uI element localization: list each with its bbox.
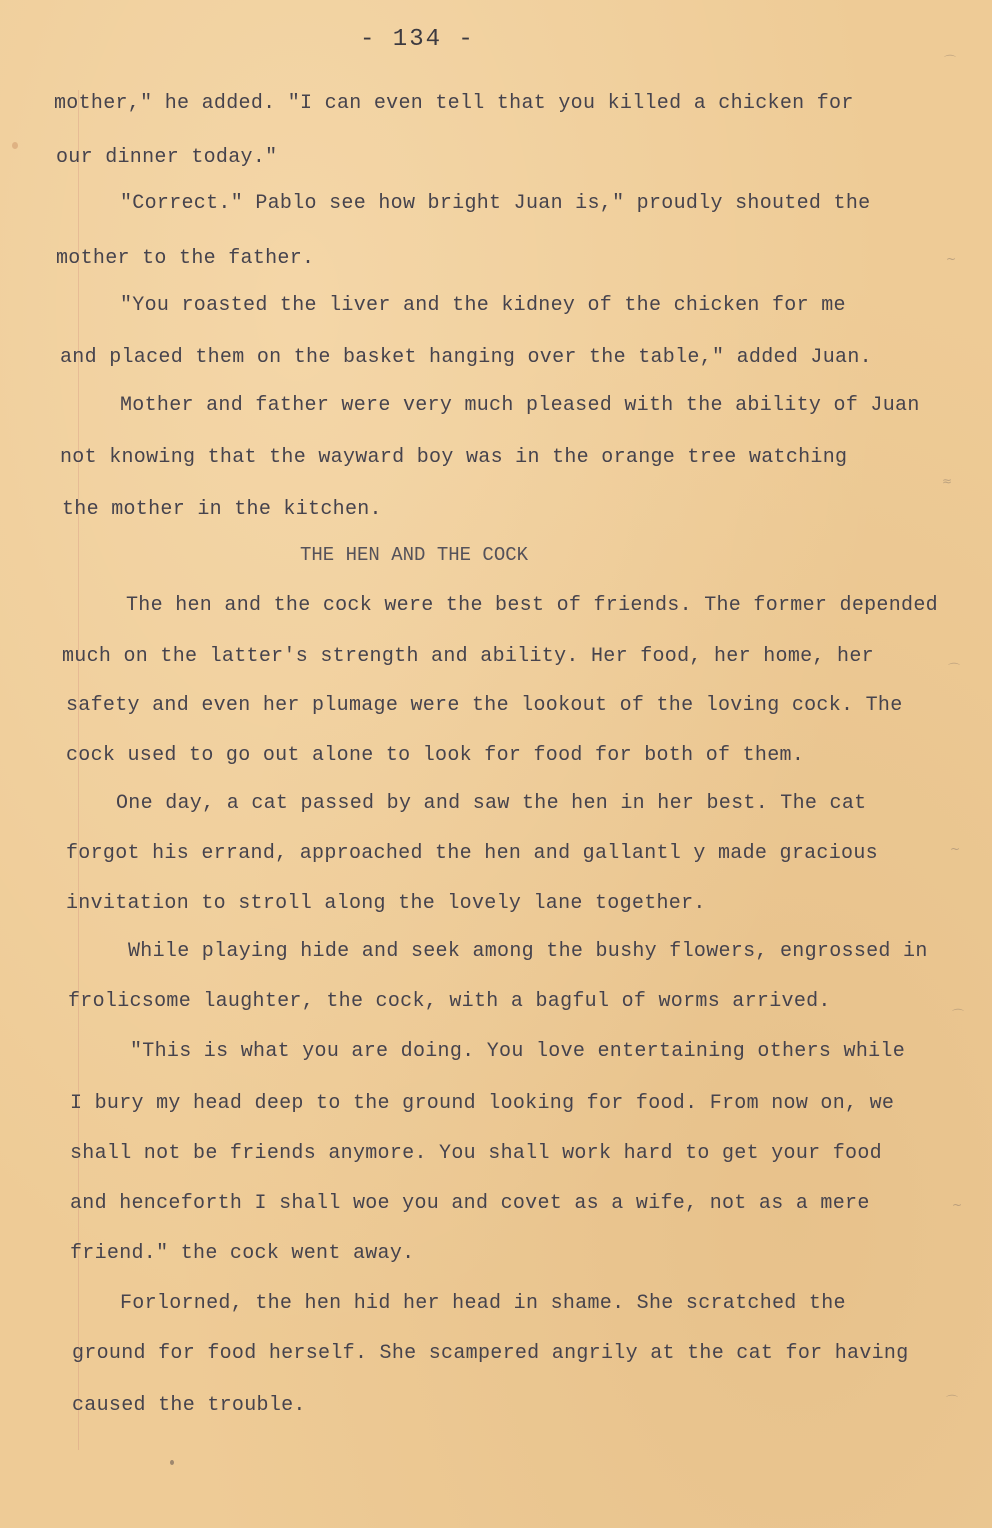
paragraph-7-line-1: While playing hide and seek among the bushy flowers, engrossed in [128,940,928,963]
page-number: - 134 - [360,26,475,53]
paragraph-1-line-1: mother," he added. "I can even tell that you killed a chicken for [54,92,854,115]
story-title: THE HEN AND THE COCK [300,544,529,566]
paragraph-8-line-5: friend." the cock went away. [70,1242,415,1265]
pencil-mark-icon: ~ [950,842,961,856]
ink-speck [170,1460,174,1465]
paragraph-4-line-1: Mother and father were very much pleased with the ability of Juan [120,394,920,417]
paragraph-3-line-2: and placed them on the basket hanging over the table," added Juan. [60,346,872,369]
paragraph-5-line-2: much on the latter's strength and ability. Her food, her home, her [62,645,874,668]
paragraph-4-line-2: not knowing that the wayward boy was in the orange tree watching [60,446,848,469]
paragraph-9-line-1: Forlorned, the hen hid her head in shame. She scratched the [120,1292,846,1315]
pencil-mark-icon: ⌒ [952,1008,965,1022]
paragraph-6-line-3: invitation to stroll along the lovely lane together. [66,892,706,915]
pencil-mark-icon: ~ [952,1198,963,1212]
paragraph-1-line-2: our dinner today." [56,146,278,169]
paragraph-8-line-3: shall not be friends anymore. You shall work hard to get your food [70,1142,882,1165]
paragraph-9-line-2: ground for food herself. She scampered angrily at the cat for having [72,1342,909,1365]
paragraph-6-line-2: forgot his errand, approached the hen and gallantl y made gracious [66,842,878,865]
pencil-mark-icon: ≈ [942,474,953,488]
paragraph-2-line-1: "Correct." Pablo see how bright Juan is," proudly shouted the [120,192,871,215]
paragraph-9-line-3: caused the trouble. [72,1394,306,1417]
paragraph-3-line-1: "You roasted the liver and the kidney of the chicken for me [120,294,846,317]
paragraph-5-line-1: The hen and the cock were the best of friends. The former depended [126,594,938,617]
pencil-mark-icon: ~ [946,252,957,266]
paragraph-7-line-2: frolicsome laughter, the cock, with a bagful of worms arrived. [68,990,831,1013]
pencil-mark-icon: ⌒ [948,662,961,676]
pencil-mark-icon: ⌒ [946,1394,959,1408]
paragraph-5-line-4: cock used to go out alone to look for food for both of them. [66,744,805,767]
pencil-mark-icon: ⌒ [944,54,957,68]
paragraph-8-line-1: "This is what you are doing. You love entertaining others while [130,1040,906,1063]
paragraph-8-line-2: I bury my head deep to the ground looking for food. From now on, we [70,1092,895,1115]
paragraph-8-line-4: and henceforth I shall woe you and covet as a wife, not as a mere [70,1192,870,1215]
paragraph-4-line-3: the mother in the kitchen. [62,498,382,521]
paragraph-5-line-3: safety and even her plumage were the lookout of the loving cock. The [66,694,903,717]
paragraph-2-line-2: mother to the father. [56,247,315,270]
stain-speck [12,142,18,149]
paragraph-6-line-1: One day, a cat passed by and saw the hen in her best. The cat [116,792,867,815]
